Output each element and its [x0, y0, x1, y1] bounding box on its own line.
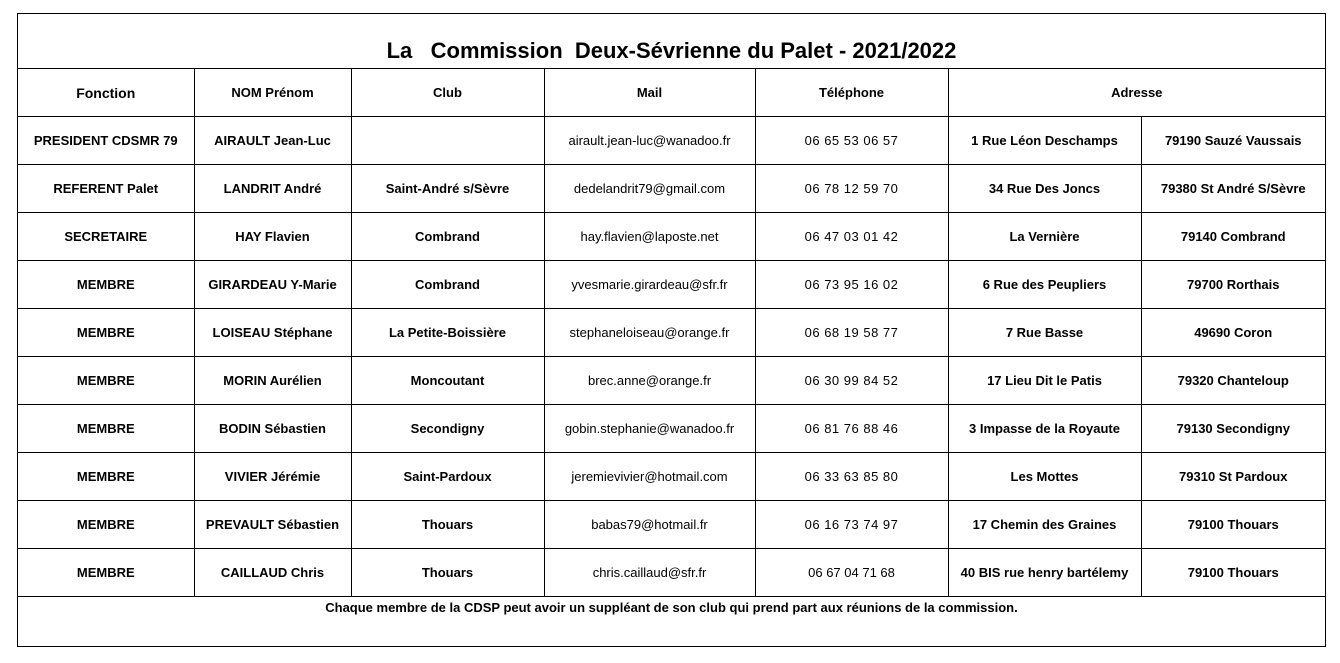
- table-row: [18, 117, 1325, 165]
- address-city-cell: 79310 St Pardoux: [1141, 453, 1325, 501]
- telephone-cell: 06 33 63 85 80: [755, 453, 948, 501]
- club-cell: Moncoutant: [351, 357, 544, 405]
- mail-cell[interactable]: babas79@hotmail.fr: [544, 501, 755, 549]
- mail-cell[interactable]: stephaneloiseau@orange.fr: [544, 309, 755, 357]
- table-row: [18, 549, 1325, 597]
- name-cell: PREVAULT Sébastien: [194, 501, 351, 549]
- header-telephone: Téléphone: [755, 69, 948, 117]
- telephone-cell: 06 65 53 06 57: [755, 117, 948, 165]
- telephone-cell: 06 47 03 01 42: [755, 213, 948, 261]
- name-cell: GIRARDEAU Y-Marie: [194, 261, 351, 309]
- address-street-cell: 7 Rue Basse: [948, 309, 1141, 357]
- fonction-cell: MEMBRE: [18, 501, 194, 549]
- telephone-cell: 06 68 19 58 77: [755, 309, 948, 357]
- table-row: [18, 261, 1325, 309]
- club-cell: La Petite-Boissière: [351, 309, 544, 357]
- address-city-cell: 79100 Thouars: [1141, 549, 1325, 597]
- club-cell: Saint-Pardoux: [351, 453, 544, 501]
- table-row: [18, 453, 1325, 501]
- telephone-cell: 06 78 12 59 70: [755, 165, 948, 213]
- name-cell: LOISEAU Stéphane: [194, 309, 351, 357]
- header-mail: Mail: [544, 69, 755, 117]
- mail-cell[interactable]: gobin.stephanie@wanadoo.fr: [544, 405, 755, 453]
- club-cell: [351, 117, 544, 165]
- fonction-cell: PRESIDENT CDSMR 79: [18, 117, 194, 165]
- address-city-cell: 49690 Coron: [1141, 309, 1325, 357]
- club-cell: Secondigny: [351, 405, 544, 453]
- name-cell: AIRAULT Jean-Luc: [194, 117, 351, 165]
- address-city-cell: 79130 Secondigny: [1141, 405, 1325, 453]
- address-street-cell: 17 Chemin des Graines: [948, 501, 1141, 549]
- name-cell: MORIN Aurélien: [194, 357, 351, 405]
- table-row: [18, 165, 1325, 213]
- fonction-cell: MEMBRE: [18, 549, 194, 597]
- telephone-cell: 06 73 95 16 02: [755, 261, 948, 309]
- table-row: [18, 501, 1325, 549]
- address-street-cell: 17 Lieu Dit le Patis: [948, 357, 1141, 405]
- address-city-cell: 79320 Chanteloup: [1141, 357, 1325, 405]
- address-city-cell: 79190 Sauzé Vaussais: [1141, 117, 1325, 165]
- name-cell: LANDRIT André: [194, 165, 351, 213]
- table-row: [18, 405, 1325, 453]
- table-row: [18, 309, 1325, 357]
- club-cell: Combrand: [351, 213, 544, 261]
- telephone-cell: 06 67 04 71 68: [755, 549, 948, 597]
- club-cell: Thouars: [351, 501, 544, 549]
- mail-cell[interactable]: hay.flavien@laposte.net: [544, 213, 755, 261]
- fonction-cell: SECRETAIRE: [18, 213, 194, 261]
- table-row: [18, 357, 1325, 405]
- address-street-cell: 6 Rue des Peupliers: [948, 261, 1141, 309]
- mail-cell[interactable]: yvesmarie.girardeau@sfr.fr: [544, 261, 755, 309]
- address-city-cell: 79140 Combrand: [1141, 213, 1325, 261]
- address-street-cell: La Vernière: [948, 213, 1141, 261]
- commission-sheet: [17, 13, 1326, 647]
- name-cell: VIVIER Jérémie: [194, 453, 351, 501]
- name-cell: HAY Flavien: [194, 213, 351, 261]
- fonction-cell: MEMBRE: [18, 357, 194, 405]
- mail-cell[interactable]: dedelandrit79@gmail.com: [544, 165, 755, 213]
- address-street-cell: Les Mottes: [948, 453, 1141, 501]
- members-table: [18, 69, 1325, 597]
- fonction-cell: REFERENT Palet: [18, 165, 194, 213]
- header-club: Club: [351, 69, 544, 117]
- mail-cell[interactable]: airault.jean-luc@wanadoo.fr: [544, 117, 755, 165]
- table-header-row: [18, 69, 1325, 117]
- fonction-cell: MEMBRE: [18, 309, 194, 357]
- footer-note: Chaque membre de la CDSP peut avoir un suppléant de son club qui prend part aux réunions de la commission.: [325, 600, 1018, 615]
- fonction-cell: MEMBRE: [18, 261, 194, 309]
- address-street-cell: 34 Rue Des Joncs: [948, 165, 1141, 213]
- address-street-cell: 40 BIS rue henry bartélemy: [948, 549, 1141, 597]
- name-cell: CAILLAUD Chris: [194, 549, 351, 597]
- table-row: [18, 213, 1325, 261]
- mail-cell[interactable]: brec.anne@orange.fr: [544, 357, 755, 405]
- name-cell: BODIN Sébastien: [194, 405, 351, 453]
- club-cell: Thouars: [351, 549, 544, 597]
- telephone-cell: 06 81 76 88 46: [755, 405, 948, 453]
- address-city-cell: 79100 Thouars: [1141, 501, 1325, 549]
- mail-cell[interactable]: chris.caillaud@sfr.fr: [544, 549, 755, 597]
- fonction-cell: MEMBRE: [18, 453, 194, 501]
- header-adresse: Adresse: [948, 69, 1325, 117]
- fonction-cell: MEMBRE: [18, 405, 194, 453]
- address-city-cell: 79700 Rorthais: [1141, 261, 1325, 309]
- mail-cell[interactable]: jeremievivier@hotmail.com: [544, 453, 755, 501]
- club-cell: Saint-André s/Sèvre: [351, 165, 544, 213]
- address-city-cell: 79380 St André S/Sèvre: [1141, 165, 1325, 213]
- address-street-cell: 1 Rue Léon Deschamps: [948, 117, 1141, 165]
- page-title: La Commission Deux-Sévrienne du Palet - 2021/2022: [18, 14, 1325, 69]
- telephone-cell: 06 16 73 74 97: [755, 501, 948, 549]
- header-fonction: Fonction: [18, 69, 194, 117]
- address-street-cell: 3 Impasse de la Royaute: [948, 405, 1141, 453]
- club-cell: Combrand: [351, 261, 544, 309]
- telephone-cell: 06 30 99 84 52: [755, 357, 948, 405]
- header-nom: NOM Prénom: [194, 69, 351, 117]
